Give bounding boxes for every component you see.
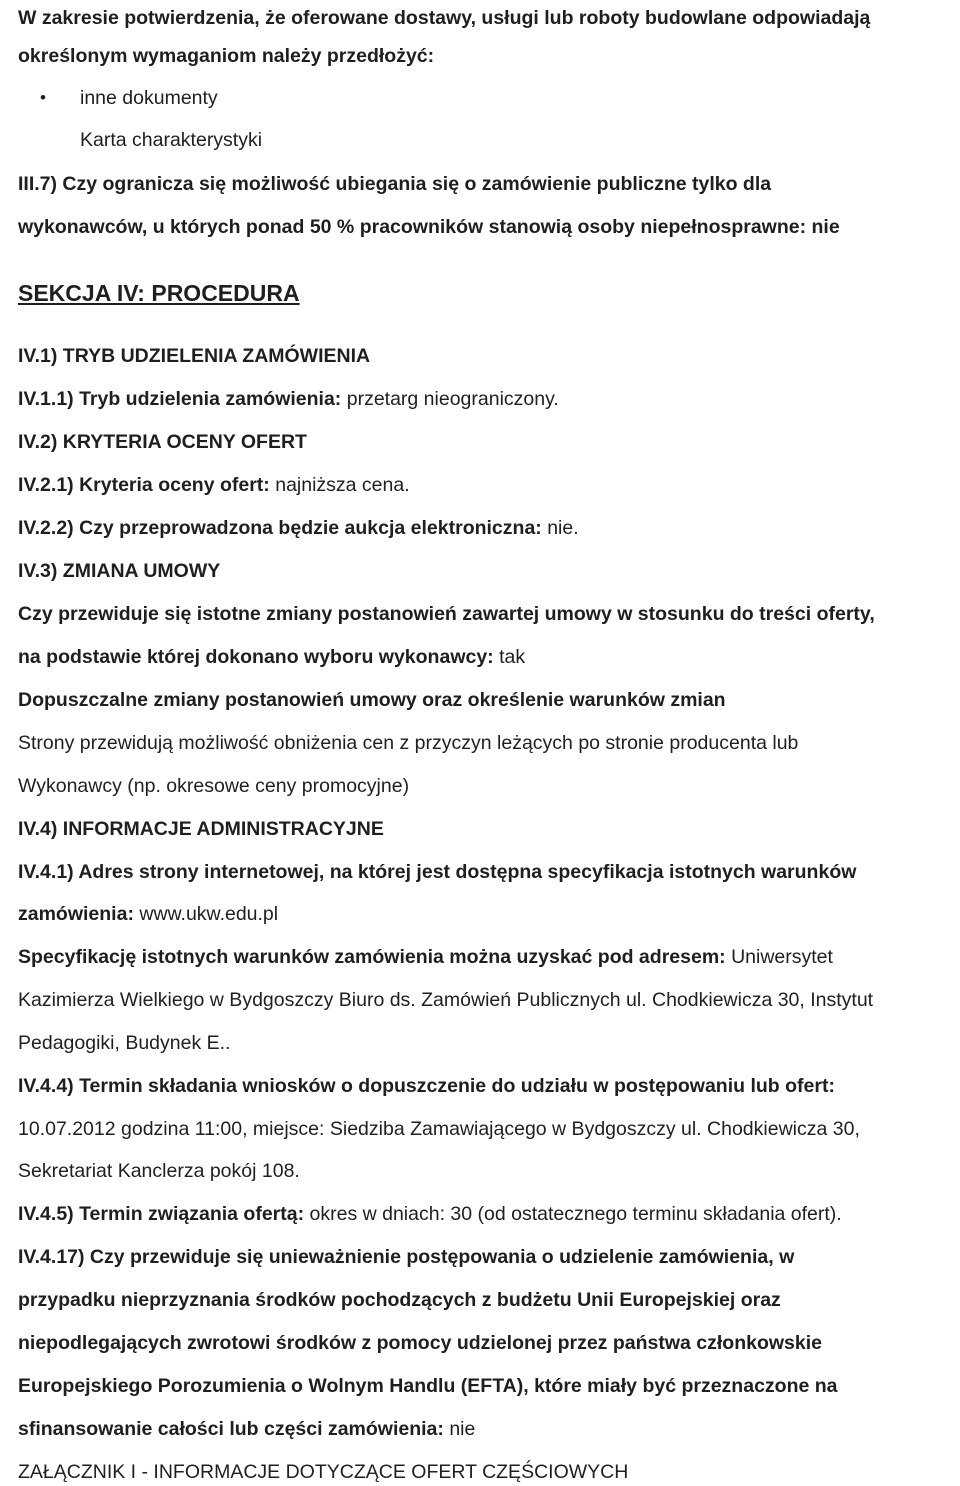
- iv41-line-2: zamówienia: www.ukw.edu.pl: [18, 903, 279, 925]
- iv3-text-line-1: Strony przewidują możliwość obniżenia cen z przyczyn leżących po stronie producenta lub: [18, 732, 799, 754]
- section-heading: SEKCJA IV: PROCEDURA: [18, 280, 300, 306]
- iv44-line-1: IV.4.4) Termin składania wniosków o dopuszczenie do udziału w postępowaniu lub ofert:: [18, 1075, 835, 1097]
- heading-iv4: IV.4) INFORMACJE ADMINISTRACYJNE: [18, 818, 384, 840]
- section-iii7-line-2: wykonawców, u których ponad 50 % pracowników stanowią osoby niepełnosprawne: nie: [18, 216, 840, 238]
- section-iii7-line-1: III.7) Czy ogranicza się możliwość ubiegania się o zamówienie publiczne tylko dla: [18, 173, 772, 195]
- iv45-line: IV.4.5) Termin związania ofertą: okres w dniach: 30 (od ostatecznego terminu składania ofert).: [18, 1203, 842, 1225]
- iv3-question-line-1: Czy przewiduje się istotne zmiany postanowień zawartej umowy w stosunku do treści oferty,: [18, 603, 875, 625]
- iv417-line-3: niepodlegających zwrotowi środków z pomocy udzielonej przez państwa członkowskie: [18, 1332, 822, 1354]
- spec-line-2: Kazimierza Wielkiego w Bydgoszczy Biuro ds. Zamówień Publicznych ul. Chodkiewicza 30, Instytut: [18, 989, 874, 1011]
- list-item: Karta charakterystyki: [80, 129, 263, 151]
- list-item: inne dokumenty: [80, 87, 218, 109]
- field-iv21: IV.2.1) Kryteria oceny ofert: najniższa cena.: [18, 474, 410, 496]
- iv417-line-4: Europejskiego Porozumienia o Wolnym Handlu (EFTA), które miały być przeznaczone na: [18, 1375, 838, 1397]
- field-iv22: IV.2.2) Czy przeprowadzona będzie aukcja elektroniczna: nie.: [18, 517, 579, 539]
- heading-iv3: IV.3) ZMIANA UMOWY: [18, 560, 221, 582]
- annex-heading: ZAŁĄCZNIK I - INFORMACJE DOTYCZĄCE OFERT CZĘŚCIOWYCH: [18, 1461, 629, 1483]
- iv417-line-2: przypadku nieprzyznania środków pochodzących z budżetu Unii Europejskiej oraz: [18, 1289, 781, 1311]
- intro-line-2: określonym wymaganiom należy przedłożyć:: [18, 45, 435, 67]
- iv417-line-1: IV.4.17) Czy przewiduje się unieważnienie postępowania o udzielenie zamówienia, w: [18, 1246, 795, 1268]
- iv41-line-1: IV.4.1) Adres strony internetowej, na której jest dostępna specyfikacja istotnych warunków: [18, 861, 857, 883]
- iv3-subheading: Dopuszczalne zmiany postanowień umowy oraz określenie warunków zmian: [18, 689, 726, 711]
- iv417-line-5: sfinansowanie całości lub części zamówienia: nie: [18, 1418, 476, 1440]
- iv3-question-line-2: na podstawie której dokonano wyboru wykonawcy: tak: [18, 646, 526, 668]
- iv44-line-3: Sekretariat Kanclerza pokój 108.: [18, 1160, 300, 1182]
- intro-line-1: W zakresie potwierdzenia, że oferowane dostawy, usługi lub roboty budowlane odpowiadają: [18, 7, 871, 29]
- field-iv11: IV.1.1) Tryb udzielenia zamówienia: przetarg nieograniczony.: [18, 388, 559, 410]
- spec-line-3: Pedagogiki, Budynek E..: [18, 1032, 231, 1054]
- heading-iv1: IV.1) TRYB UDZIELENIA ZAMÓWIENIA: [18, 345, 371, 367]
- heading-iv2: IV.2) KRYTERIA OCENY OFERT: [18, 431, 307, 453]
- bullet-icon: •: [40, 88, 46, 107]
- spec-line-1: Specyfikację istotnych warunków zamówienia można uzyskać pod adresem: Uniwersytet: [18, 946, 833, 968]
- iv3-text-line-2: Wykonawcy (np. okresowe ceny promocyjne): [18, 775, 410, 797]
- iv44-line-2: 10.07.2012 godzina 11:00, miejsce: Siedziba Zamawiającego w Bydgoszczy ul. Chodkiewicza 30,: [18, 1118, 860, 1140]
